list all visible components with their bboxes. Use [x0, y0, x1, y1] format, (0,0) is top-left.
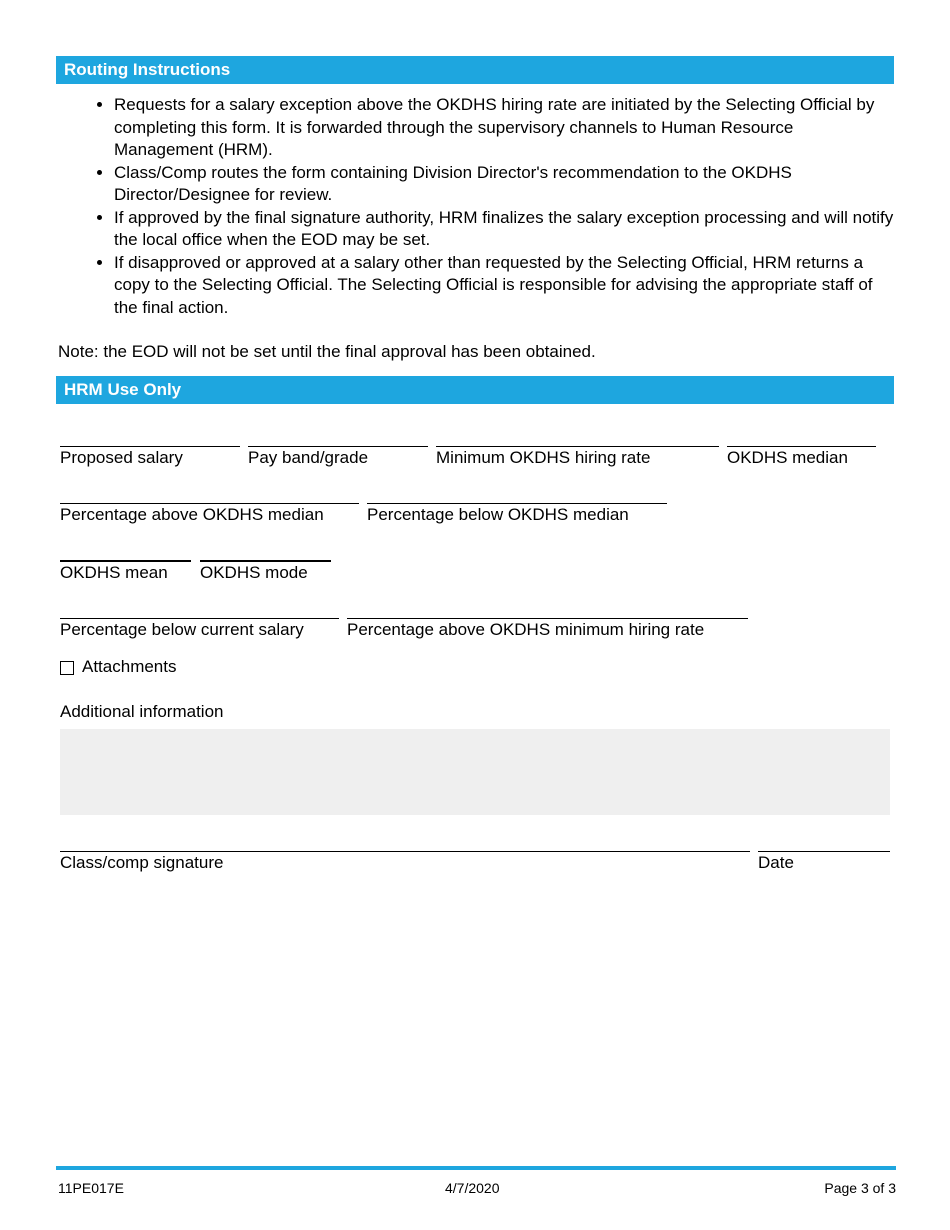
attachments-checkbox[interactable]	[60, 661, 74, 675]
okdhs-median-label: OKDHS median	[727, 448, 848, 467]
routing-instructions-list	[56, 94, 896, 319]
pct-above-min-hiring-label: Percentage above OKDHS minimum hiring rate	[347, 620, 705, 639]
additional-information-label: Additional information	[60, 702, 224, 721]
pct-below-current-field[interactable]	[60, 618, 339, 641]
eod-note: Note: the EOD will not be set until the final approval has been obtained.	[58, 342, 596, 361]
page-number: Page 3 of 3	[824, 1180, 896, 1196]
footer-divider	[56, 1166, 896, 1170]
pct-above-median-field[interactable]	[60, 503, 359, 526]
form-date: 4/7/2020	[445, 1180, 500, 1196]
hrm-use-only-header: HRM Use Only	[56, 376, 894, 404]
minimum-hiring-rate-field[interactable]	[436, 446, 719, 469]
minimum-hiring-rate-label: Minimum OKDHS hiring rate	[436, 448, 651, 467]
okdhs-mean-field[interactable]	[60, 560, 191, 584]
pct-above-min-hiring-field[interactable]	[347, 618, 748, 641]
additional-information-input[interactable]	[60, 729, 890, 815]
list-item: • If disapproved or approved at a salary other than requested by the Selecting Official, HRM returns a copy to the Selecting Official. The Selecting Official is responsible for advising the appropriate staff of the final action.	[114, 252, 896, 320]
okdhs-mode-label: OKDHS mode	[200, 563, 308, 582]
pct-below-median-field[interactable]	[367, 503, 667, 526]
pay-band-grade-field[interactable]	[248, 446, 428, 469]
okdhs-median-field[interactable]	[727, 446, 876, 469]
list-item: • Requests for a salary exception above the OKDHS hiring rate are initiated by the Selecting Official by completing this form. It is forwarded through the supervisory channels to Human Resource Management (HRM).	[114, 94, 896, 162]
classcomp-signature-label: Class/comp signature	[60, 853, 224, 872]
okdhs-mode-field[interactable]	[200, 560, 331, 584]
proposed-salary-field[interactable]	[60, 446, 240, 469]
pay-band-grade-label: Pay band/grade	[248, 448, 369, 467]
list-item: • Class/Comp routes the form containing Division Director's recommendation to the OKDHS Director/Designee for review.	[114, 162, 896, 207]
attachments-label: Attachments	[82, 657, 177, 676]
date-field[interactable]	[758, 851, 890, 874]
list-item: • If approved by the final signature authority, HRM finalizes the salary exception processing and will notify the local office when the EOD may be set.	[114, 207, 896, 252]
classcomp-signature-field[interactable]	[60, 851, 750, 874]
proposed-salary-label: Proposed salary	[60, 448, 183, 467]
pct-above-median-label: Percentage above OKDHS median	[60, 505, 324, 524]
okdhs-mean-label: OKDHS mean	[60, 563, 168, 582]
routing-instructions-header: Routing Instructions	[56, 56, 894, 84]
date-label: Date	[758, 853, 794, 872]
pct-below-median-label: Percentage below OKDHS median	[367, 505, 629, 524]
pct-below-current-label: Percentage below current salary	[60, 620, 304, 639]
form-number: 11PE017E	[58, 1180, 124, 1196]
